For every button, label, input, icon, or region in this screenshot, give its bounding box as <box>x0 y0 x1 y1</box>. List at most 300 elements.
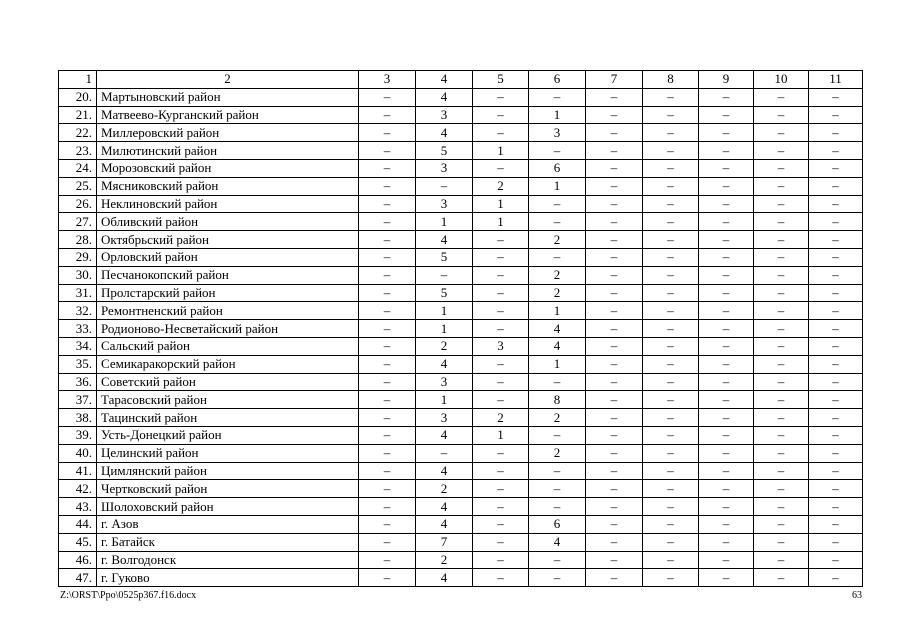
value-cell: – <box>699 266 754 284</box>
value-cell: – <box>754 177 809 195</box>
value-cell: – <box>754 391 809 409</box>
value-cell: – <box>643 142 699 160</box>
table-row <box>59 177 863 195</box>
table-row <box>59 320 863 338</box>
table-row <box>59 391 863 409</box>
value-cell: 3 <box>416 195 473 213</box>
value-cell: 2 <box>529 284 586 302</box>
district-name: г. Гуково <box>97 569 359 587</box>
value-cell: – <box>699 88 754 106</box>
row-number: 25. <box>59 177 97 195</box>
value-cell: 3 <box>416 106 473 124</box>
value-cell: – <box>586 444 643 462</box>
value-cell: – <box>699 159 754 177</box>
value-cell: – <box>643 409 699 427</box>
value-cell: – <box>809 266 863 284</box>
value-cell: – <box>643 337 699 355</box>
value-cell: – <box>809 373 863 391</box>
value-cell: – <box>699 373 754 391</box>
value-cell: – <box>754 88 809 106</box>
table-row <box>59 195 863 213</box>
value-cell: – <box>809 515 863 533</box>
value-cell: – <box>754 533 809 551</box>
row-number: 36. <box>59 373 97 391</box>
header-cell: 1 <box>59 71 97 89</box>
district-name: Неклиновский район <box>97 195 359 213</box>
value-cell: – <box>809 177 863 195</box>
value-cell: – <box>359 124 416 142</box>
district-name: Октябрьский район <box>97 231 359 249</box>
value-cell: – <box>643 515 699 533</box>
value-cell: – <box>643 124 699 142</box>
row-number: 29. <box>59 248 97 266</box>
table-row <box>59 462 863 480</box>
value-cell: – <box>586 515 643 533</box>
value-cell: – <box>809 231 863 249</box>
value-cell: – <box>586 284 643 302</box>
value-cell: – <box>754 159 809 177</box>
value-cell: – <box>699 480 754 498</box>
row-number: 42. <box>59 480 97 498</box>
value-cell: 2 <box>416 480 473 498</box>
value-cell: 1 <box>416 302 473 320</box>
table-row <box>59 213 863 231</box>
value-cell: – <box>586 373 643 391</box>
value-cell: 2 <box>416 551 473 569</box>
district-name: Ремонтненский район <box>97 302 359 320</box>
table-row <box>59 142 863 160</box>
value-cell: – <box>586 533 643 551</box>
value-cell: – <box>643 569 699 587</box>
table-row <box>59 355 863 373</box>
value-cell: – <box>359 355 416 373</box>
district-name: Шолоховский район <box>97 498 359 516</box>
value-cell: 5 <box>416 284 473 302</box>
value-cell: – <box>809 444 863 462</box>
value-cell: 4 <box>416 498 473 516</box>
district-name: Морозовский район <box>97 159 359 177</box>
table-row <box>59 533 863 551</box>
value-cell: – <box>809 551 863 569</box>
value-cell: – <box>754 284 809 302</box>
value-cell: – <box>529 373 586 391</box>
value-cell: – <box>809 195 863 213</box>
value-cell: – <box>529 498 586 516</box>
value-cell: – <box>359 177 416 195</box>
value-cell: – <box>643 391 699 409</box>
value-cell: – <box>809 391 863 409</box>
header-cell: 10 <box>754 71 809 89</box>
value-cell: – <box>809 124 863 142</box>
table-row <box>59 159 863 177</box>
value-cell: 4 <box>416 124 473 142</box>
value-cell: – <box>359 213 416 231</box>
value-cell: – <box>699 231 754 249</box>
value-cell: – <box>809 480 863 498</box>
value-cell: – <box>699 284 754 302</box>
value-cell: 4 <box>416 355 473 373</box>
value-cell: – <box>359 569 416 587</box>
value-cell: – <box>699 444 754 462</box>
value-cell: – <box>754 213 809 231</box>
value-cell: – <box>754 195 809 213</box>
value-cell: 2 <box>529 409 586 427</box>
value-cell: – <box>359 248 416 266</box>
value-cell: – <box>643 106 699 124</box>
value-cell: – <box>754 409 809 427</box>
value-cell: – <box>643 551 699 569</box>
value-cell: 2 <box>473 177 529 195</box>
value-cell: – <box>529 213 586 231</box>
row-number: 26. <box>59 195 97 213</box>
value-cell: – <box>809 159 863 177</box>
row-number: 35. <box>59 355 97 373</box>
value-cell: – <box>699 142 754 160</box>
value-cell: – <box>586 409 643 427</box>
header-cell: 7 <box>586 71 643 89</box>
value-cell: – <box>359 159 416 177</box>
value-cell: – <box>586 337 643 355</box>
data-table <box>58 70 863 587</box>
value-cell: – <box>359 426 416 444</box>
district-name: Мясниковский район <box>97 177 359 195</box>
header-cell: 2 <box>97 71 359 89</box>
value-cell: – <box>643 213 699 231</box>
value-cell: – <box>643 320 699 338</box>
value-cell: – <box>359 551 416 569</box>
value-cell: – <box>699 337 754 355</box>
table-row <box>59 284 863 302</box>
table-row <box>59 444 863 462</box>
value-cell: – <box>809 337 863 355</box>
value-cell: – <box>586 498 643 516</box>
value-cell: – <box>586 195 643 213</box>
value-cell: 5 <box>416 142 473 160</box>
value-cell: – <box>359 480 416 498</box>
value-cell: – <box>473 302 529 320</box>
row-number: 44. <box>59 515 97 533</box>
value-cell: – <box>699 426 754 444</box>
value-cell: – <box>699 302 754 320</box>
value-cell: – <box>586 391 643 409</box>
value-cell: – <box>586 231 643 249</box>
value-cell: 6 <box>529 159 586 177</box>
value-cell: – <box>754 551 809 569</box>
value-cell: – <box>754 480 809 498</box>
value-cell: 4 <box>529 533 586 551</box>
district-name: г. Батайск <box>97 533 359 551</box>
row-number: 21. <box>59 106 97 124</box>
table-row <box>59 124 863 142</box>
value-cell: – <box>754 124 809 142</box>
value-cell: – <box>643 302 699 320</box>
value-cell: 2 <box>529 266 586 284</box>
district-name: Тацинский район <box>97 409 359 427</box>
value-cell: – <box>473 320 529 338</box>
value-cell: – <box>809 320 863 338</box>
header-cell: 3 <box>359 71 416 89</box>
row-number: 34. <box>59 337 97 355</box>
value-cell: – <box>359 444 416 462</box>
value-cell: – <box>359 533 416 551</box>
value-cell: – <box>699 533 754 551</box>
row-number: 28. <box>59 231 97 249</box>
value-cell: – <box>359 462 416 480</box>
value-cell: – <box>754 142 809 160</box>
value-cell: – <box>473 231 529 249</box>
value-cell: – <box>754 320 809 338</box>
value-cell: – <box>699 320 754 338</box>
value-cell: – <box>754 515 809 533</box>
value-cell: – <box>473 355 529 373</box>
row-number: 20. <box>59 88 97 106</box>
value-cell: – <box>699 551 754 569</box>
row-number: 47. <box>59 569 97 587</box>
district-name: Песчанокопский район <box>97 266 359 284</box>
value-cell: – <box>359 515 416 533</box>
value-cell: – <box>643 498 699 516</box>
value-cell: 4 <box>529 320 586 338</box>
value-cell: – <box>529 195 586 213</box>
value-cell: 1 <box>416 391 473 409</box>
value-cell: 2 <box>529 231 586 249</box>
value-cell: – <box>473 480 529 498</box>
header-row <box>59 71 863 89</box>
value-cell: – <box>359 284 416 302</box>
value-cell: – <box>586 88 643 106</box>
row-number: 27. <box>59 213 97 231</box>
value-cell: – <box>699 569 754 587</box>
table-row <box>59 337 863 355</box>
value-cell: – <box>643 444 699 462</box>
value-cell: 1 <box>529 355 586 373</box>
value-cell: – <box>473 159 529 177</box>
value-cell: – <box>529 142 586 160</box>
value-cell: – <box>754 231 809 249</box>
district-name: Тарасовский район <box>97 391 359 409</box>
value-cell: – <box>359 266 416 284</box>
value-cell: – <box>586 302 643 320</box>
value-cell: – <box>586 551 643 569</box>
value-cell: – <box>359 88 416 106</box>
value-cell: 1 <box>416 213 473 231</box>
table-row <box>59 106 863 124</box>
value-cell: – <box>809 498 863 516</box>
value-cell: – <box>699 177 754 195</box>
value-cell: 5 <box>416 248 473 266</box>
header-cell: 6 <box>529 71 586 89</box>
value-cell: – <box>643 462 699 480</box>
value-cell: 6 <box>529 515 586 533</box>
district-name: Матвеево-Курганский район <box>97 106 359 124</box>
value-cell: – <box>699 124 754 142</box>
value-cell: – <box>473 533 529 551</box>
district-name: Миллеровский район <box>97 124 359 142</box>
value-cell: 1 <box>473 426 529 444</box>
value-cell: – <box>473 248 529 266</box>
value-cell: – <box>586 266 643 284</box>
value-cell: – <box>359 373 416 391</box>
value-cell: – <box>416 177 473 195</box>
value-cell: – <box>754 444 809 462</box>
table-body <box>59 71 863 587</box>
value-cell: – <box>643 195 699 213</box>
table-row <box>59 231 863 249</box>
table-row <box>59 373 863 391</box>
value-cell: 4 <box>416 515 473 533</box>
value-cell: – <box>809 88 863 106</box>
district-name: Родионово-Несветайский район <box>97 320 359 338</box>
value-cell: – <box>473 444 529 462</box>
value-cell: – <box>809 569 863 587</box>
value-cell: – <box>809 248 863 266</box>
district-name: Семикаракорский район <box>97 355 359 373</box>
row-number: 30. <box>59 266 97 284</box>
value-cell: 2 <box>416 337 473 355</box>
row-number: 45. <box>59 533 97 551</box>
value-cell: – <box>359 142 416 160</box>
value-cell: – <box>809 462 863 480</box>
file-path: Z:\ORST\Ppo\0525p367.f16.docx <box>60 590 197 601</box>
value-cell: – <box>586 124 643 142</box>
value-cell: – <box>359 498 416 516</box>
value-cell: – <box>473 391 529 409</box>
value-cell: – <box>473 462 529 480</box>
value-cell: – <box>643 266 699 284</box>
value-cell: 2 <box>529 444 586 462</box>
value-cell: – <box>809 302 863 320</box>
value-cell: – <box>699 195 754 213</box>
value-cell: – <box>473 551 529 569</box>
value-cell: – <box>359 231 416 249</box>
value-cell: – <box>809 106 863 124</box>
header-cell: 11 <box>809 71 863 89</box>
value-cell: 3 <box>473 337 529 355</box>
district-name: Орловский район <box>97 248 359 266</box>
table-row <box>59 515 863 533</box>
page-number: 63 <box>852 590 862 601</box>
value-cell: – <box>643 373 699 391</box>
value-cell: 1 <box>416 320 473 338</box>
row-number: 32. <box>59 302 97 320</box>
district-name: Советский район <box>97 373 359 391</box>
value-cell: – <box>473 106 529 124</box>
value-cell: – <box>809 409 863 427</box>
value-cell: – <box>643 284 699 302</box>
value-cell: 4 <box>416 569 473 587</box>
value-cell: – <box>473 515 529 533</box>
value-cell: – <box>359 337 416 355</box>
value-cell: – <box>643 159 699 177</box>
district-name: Пролстарский район <box>97 284 359 302</box>
value-cell: – <box>529 480 586 498</box>
value-cell: – <box>359 195 416 213</box>
value-cell: – <box>643 426 699 444</box>
district-name: Целинский район <box>97 444 359 462</box>
row-number: 22. <box>59 124 97 142</box>
value-cell: – <box>699 248 754 266</box>
value-cell: 1 <box>529 177 586 195</box>
header-cell: 9 <box>699 71 754 89</box>
value-cell: – <box>473 124 529 142</box>
value-cell: – <box>754 498 809 516</box>
value-cell: – <box>809 355 863 373</box>
value-cell: – <box>359 409 416 427</box>
value-cell: – <box>586 213 643 231</box>
value-cell: – <box>473 266 529 284</box>
value-cell: 1 <box>529 302 586 320</box>
value-cell: – <box>643 533 699 551</box>
value-cell: – <box>586 248 643 266</box>
district-name: г. Азов <box>97 515 359 533</box>
value-cell: – <box>754 355 809 373</box>
value-cell: – <box>699 515 754 533</box>
value-cell: – <box>529 462 586 480</box>
value-cell: – <box>754 106 809 124</box>
value-cell: – <box>473 569 529 587</box>
value-cell: – <box>359 391 416 409</box>
value-cell: – <box>754 248 809 266</box>
value-cell: – <box>586 462 643 480</box>
table-row <box>59 569 863 587</box>
value-cell: 4 <box>416 88 473 106</box>
row-number: 43. <box>59 498 97 516</box>
value-cell: 1 <box>473 142 529 160</box>
value-cell: – <box>699 106 754 124</box>
value-cell: – <box>809 213 863 231</box>
row-number: 37. <box>59 391 97 409</box>
value-cell: – <box>699 355 754 373</box>
value-cell: 4 <box>416 231 473 249</box>
value-cell: – <box>754 337 809 355</box>
value-cell: – <box>809 284 863 302</box>
value-cell: – <box>473 498 529 516</box>
district-name: Обливский район <box>97 213 359 231</box>
table-row <box>59 551 863 569</box>
row-number: 38. <box>59 409 97 427</box>
table-row <box>59 88 863 106</box>
value-cell: – <box>586 106 643 124</box>
value-cell: – <box>529 88 586 106</box>
value-cell: – <box>529 569 586 587</box>
row-number: 46. <box>59 551 97 569</box>
value-cell: – <box>416 266 473 284</box>
value-cell: – <box>699 409 754 427</box>
value-cell: – <box>809 142 863 160</box>
value-cell: – <box>643 480 699 498</box>
row-number: 41. <box>59 462 97 480</box>
row-number: 24. <box>59 159 97 177</box>
district-name: Мартыновский район <box>97 88 359 106</box>
value-cell: – <box>586 159 643 177</box>
value-cell: – <box>416 444 473 462</box>
value-cell: – <box>643 88 699 106</box>
header-cell: 8 <box>643 71 699 89</box>
table-row <box>59 498 863 516</box>
table-row <box>59 480 863 498</box>
value-cell: – <box>643 177 699 195</box>
table-row <box>59 302 863 320</box>
value-cell: – <box>754 373 809 391</box>
value-cell: – <box>586 177 643 195</box>
district-name: Чертковский район <box>97 480 359 498</box>
table-row <box>59 248 863 266</box>
table-row <box>59 426 863 444</box>
value-cell: 4 <box>416 462 473 480</box>
value-cell: – <box>586 320 643 338</box>
value-cell: – <box>529 248 586 266</box>
row-number: 23. <box>59 142 97 160</box>
